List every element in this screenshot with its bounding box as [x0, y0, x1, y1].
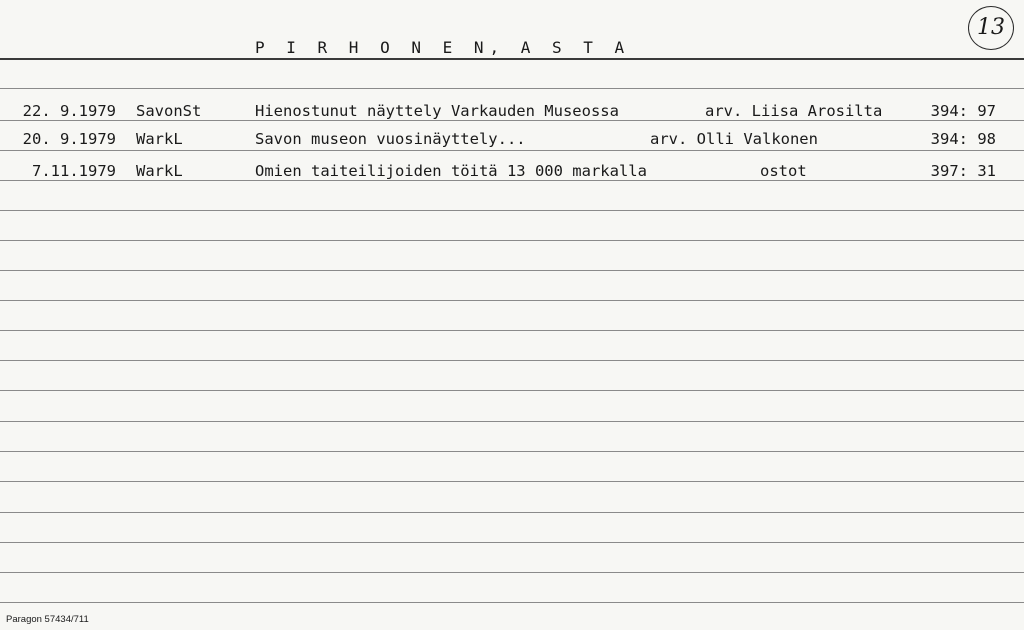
- entry-author: ostot: [760, 162, 807, 180]
- card-name-heading: P I R H O N E N, A S T A: [255, 38, 631, 57]
- ruled-line: [0, 300, 1024, 301]
- ruled-line: [0, 210, 1024, 211]
- printer-imprint: Paragon 57434/711: [6, 614, 89, 625]
- ruled-line: [0, 270, 1024, 271]
- ruled-line: [0, 421, 1024, 422]
- entry-source: WarkL: [136, 130, 183, 148]
- entry-title: Savon museon vuosinäyttely...: [255, 130, 526, 148]
- entry-title: Omien taiteilijoiden töitä 13 000 markalla: [255, 162, 647, 180]
- ruled-line: [0, 240, 1024, 241]
- entry-date: 22. 9.1979: [22, 102, 116, 120]
- entry-row: [0, 130, 1024, 154]
- entry-date: 20. 9.1979: [22, 130, 116, 148]
- ruled-line: [0, 360, 1024, 361]
- ruled-line: [0, 451, 1024, 452]
- entry-author: arv. Liisa Arosilta: [705, 102, 883, 120]
- header-rule: [0, 58, 1024, 60]
- ruled-line: [0, 88, 1024, 89]
- entry-author: arv. Olli Valkonen: [650, 130, 818, 148]
- entry-date: 7.11.1979: [32, 162, 116, 180]
- entry-source: SavonSt: [136, 102, 202, 120]
- ruled-line: [0, 481, 1024, 482]
- ruled-line: [0, 602, 1024, 603]
- entry-row: [0, 162, 1024, 186]
- ruled-line: [0, 542, 1024, 543]
- ruled-line: [0, 330, 1024, 331]
- ruled-line: [0, 512, 1024, 513]
- entry-source: WarkL: [136, 162, 183, 180]
- entry-title: Hienostunut näyttely Varkauden Museossa: [255, 102, 619, 120]
- entry-row: [0, 102, 1024, 126]
- entry-ref: 394: 97: [930, 102, 996, 120]
- entry-ref: 397: 31: [930, 162, 996, 180]
- ruled-line: [0, 572, 1024, 573]
- ruled-line: [0, 390, 1024, 391]
- card-number-circle: 13: [968, 6, 1014, 50]
- entry-ref: 394: 98: [930, 130, 996, 148]
